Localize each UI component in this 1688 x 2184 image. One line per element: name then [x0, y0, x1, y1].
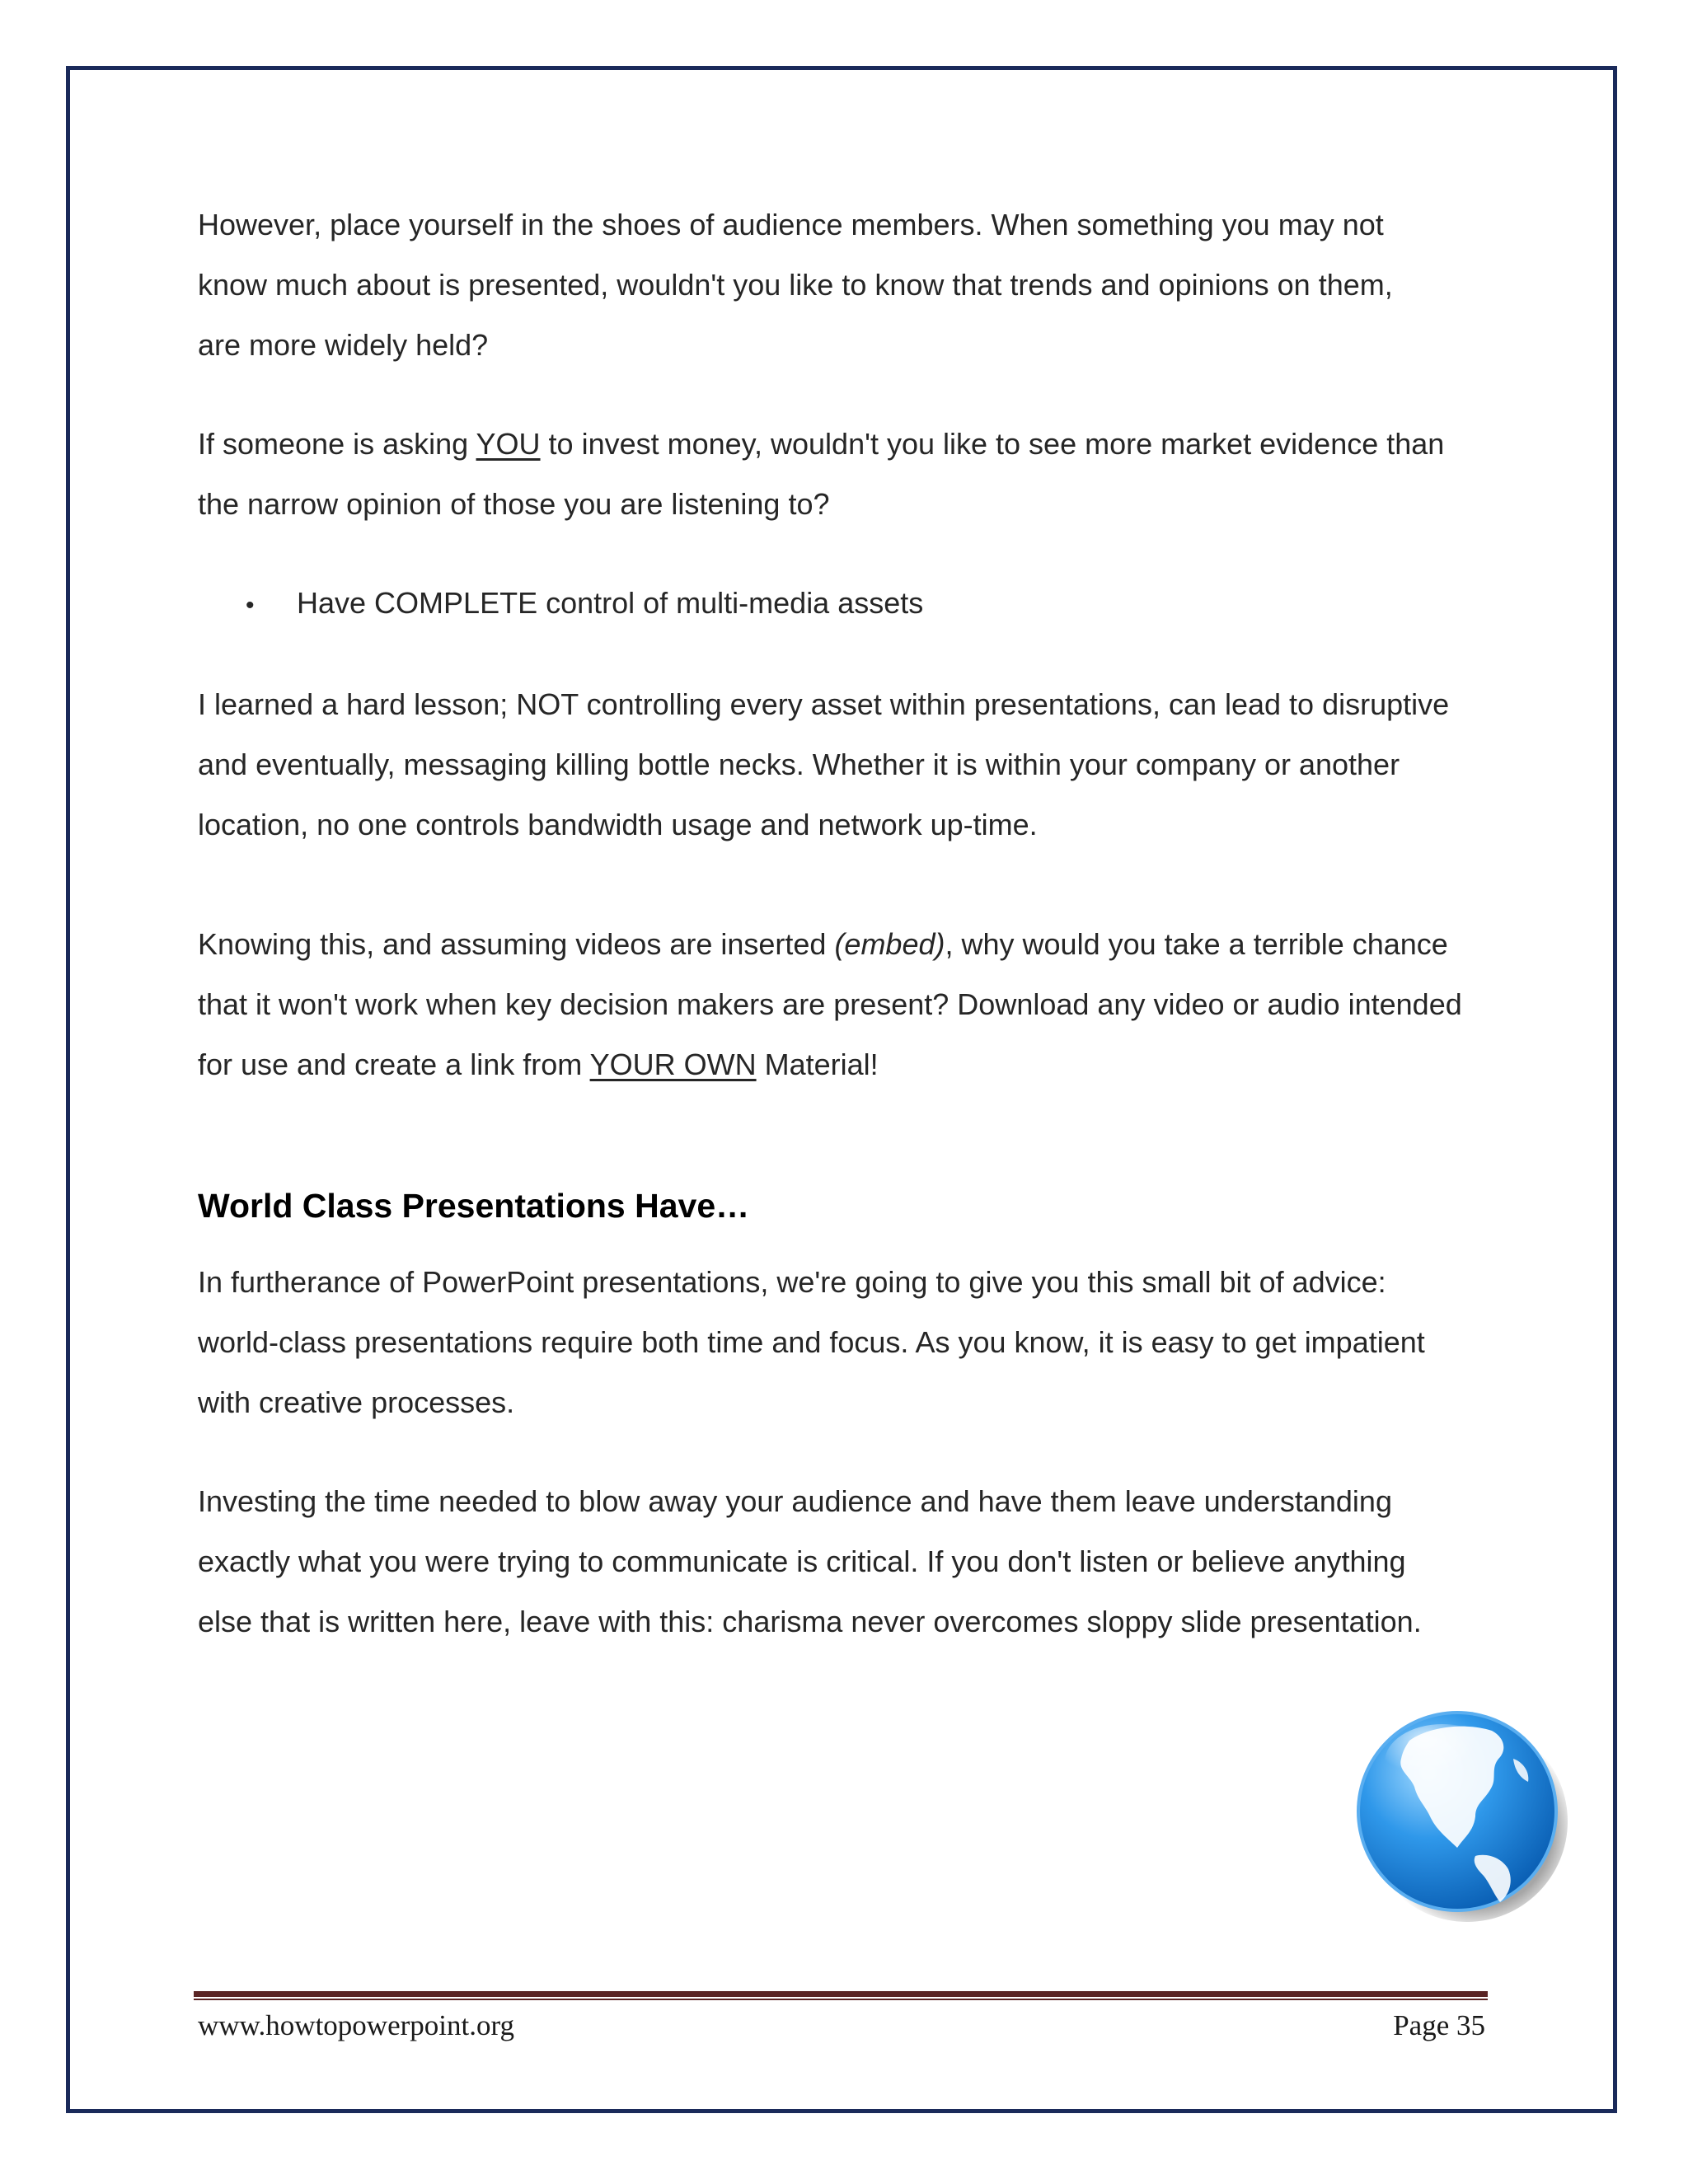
footer-rule-thick [194, 1991, 1488, 1997]
page-number: Page 35 [1393, 2009, 1485, 2041]
paragraph-text: Material! [756, 1047, 879, 1081]
paragraph-text: Knowing this, and assuming videos are inserted [198, 927, 835, 961]
spacer [198, 1230, 1484, 1252]
paragraph-audience-shoes: However, place yourself in the shoes of audience members. When something you may not know much about is presented, wouldn't you like to know that trends and opinions on them, are more widely held? [198, 208, 1393, 362]
paragraph-embed-videos [198, 914, 1467, 1094]
spacer [198, 635, 1484, 674]
bullet-text: Have COMPLETE control of multi-media assets [297, 586, 924, 620]
bullet-icon: • [246, 592, 255, 619]
footer-website: www.howtopowerpoint.org [198, 2009, 514, 2041]
italic-embed: (embed) [834, 927, 945, 961]
spacer [198, 1094, 1484, 1181]
page-footer [198, 2004, 1485, 2047]
paragraph-hard-lesson: I learned a hard lesson; NOT controlling every asset within presentations, can lead to disruptive and eventually, messaging killing bottle necks. Whether it is within your company or another location, no one controls bandwidth usage and network up-time. [198, 687, 1450, 841]
globe-icon [1352, 1708, 1568, 1924]
page-body [198, 194, 1484, 1652]
paragraph-invest-money [198, 414, 1467, 534]
spacer [198, 1432, 1484, 1471]
paragraph-text: , why would you take a terrible chance that it won't work when key decision makers are present? Download any video or audio intended for use and create a link from [198, 927, 1462, 1081]
emphasis-your-own: YOUR OWN [589, 1047, 757, 1081]
spacer [198, 534, 1484, 573]
section-heading: World Class Presentations Have… [198, 1187, 750, 1225]
paragraph-text: to invest money, wouldn't you like to see more market evidence than the narrow opinion of those you are listening to? [198, 427, 1445, 521]
paragraph-text: If someone is asking [198, 427, 476, 461]
spacer [198, 855, 1484, 914]
footer-rule-thin [194, 1999, 1488, 2000]
spacer [198, 375, 1484, 414]
emphasis-you: YOU [476, 427, 541, 461]
footer-rule [194, 1991, 1488, 2001]
paragraph-investing-time: Investing the time needed to blow away your audience and have them leave understanding exactly what you were trying to communicate is critical. If you don't listen or believe anything else that is written here, leave with this: charisma never overcomes sloppy slide presentation. [198, 1484, 1422, 1638]
bullet-item [198, 573, 1484, 635]
paragraph-furtherance: In furtherance of PowerPoint presentations, we're going to give you this small bit of advice: world-class presentations require both time and focus. As you know, it is easy to get impatient with creative processes. [198, 1265, 1425, 1419]
